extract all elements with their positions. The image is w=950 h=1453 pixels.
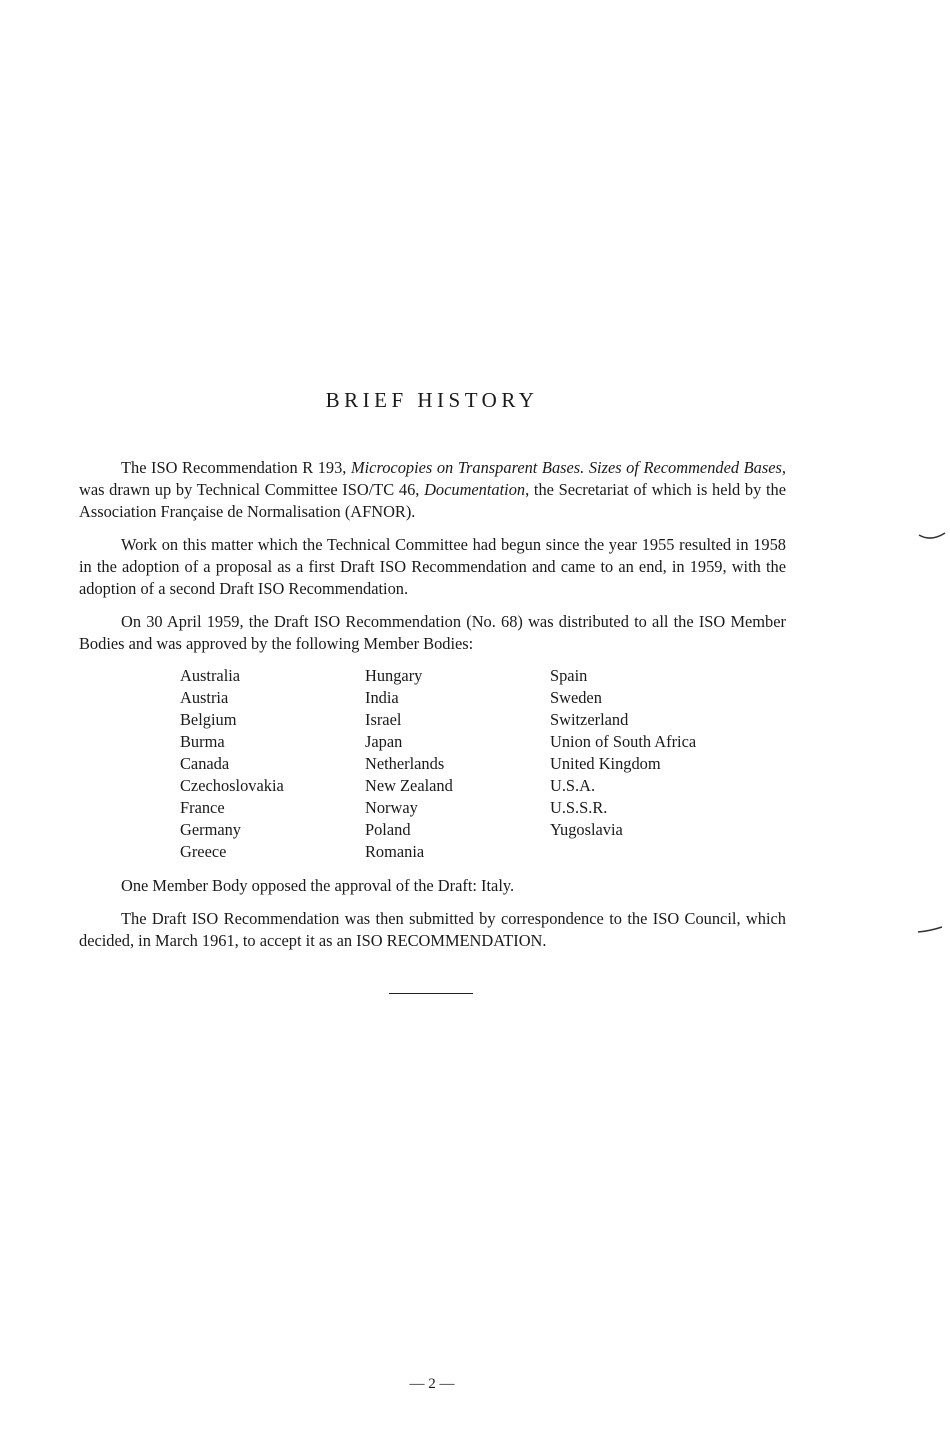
member-bodies-list	[180, 665, 780, 865]
member-body-item: Union of South Africa	[550, 732, 697, 751]
member-body-item: New Zealand	[365, 776, 453, 795]
member-body-item: Spain	[550, 666, 588, 685]
paragraph-council-decision: The Draft ISO Recommendation was then submitted by correspondence to the ISO Council, which decided, in March 1961, to accept it as an ISO RECOMMENDATION.	[79, 909, 786, 950]
member-body-item: Czechoslovakia	[180, 776, 284, 795]
member-body-item: Canada	[180, 754, 230, 773]
member-body-item: Australia	[180, 666, 241, 685]
paragraph-origin-text-2: , was drawn up by Technical Committee ISO/TC 46,	[79, 458, 786, 499]
member-bodies-column-2	[365, 665, 453, 863]
member-body-item: Switzerland	[550, 710, 629, 729]
paragraph-work-history: Work on this matter which the Technical Committee had begun since the year 1955 resulted in 1958 in the adoption of a proposal as a first Draft ISO Recommendation and came to an end, in 1959, with the adoption of a second Draft ISO Recommendation.	[79, 535, 786, 598]
member-body-item: U.S.A.	[550, 776, 596, 795]
member-body-item: Belgium	[180, 710, 237, 729]
page-number: — 2 —	[409, 1376, 455, 1392]
member-body-item: Israel	[365, 710, 402, 729]
member-body-item: Hungary	[365, 666, 423, 685]
member-body-item: Japan	[365, 732, 403, 751]
recommendation-title: Microcopies on Transparent Bases. Sizes of Recommended Bases	[350, 458, 782, 477]
paragraph-distribution: On 30 April 1959, the Draft ISO Recommendation (No. 68) was distributed to all the ISO Member Bodies and was approved by the following Member Bodies:	[79, 612, 786, 653]
member-body-item: Yugoslavia	[550, 820, 623, 839]
member-body-item: Austria	[180, 688, 229, 707]
margin-mark	[917, 530, 947, 542]
member-body-item: Germany	[180, 820, 241, 839]
member-body-item: Poland	[365, 820, 411, 839]
member-body-item: India	[365, 688, 399, 707]
member-bodies-column-1	[180, 665, 284, 863]
paragraph-origin-text-3: , the Secretariat of which is held by the Association Française de Normalisation (AFNOR).	[79, 480, 787, 521]
member-body-item: Burma	[180, 732, 225, 751]
member-body-item: Norway	[365, 798, 418, 817]
paragraph-origin	[79, 457, 786, 523]
member-body-item: Netherlands	[365, 754, 445, 773]
member-body-item: Greece	[180, 842, 227, 861]
page-title: BRIEF HISTORY	[325, 388, 539, 412]
member-body-item: United Kingdom	[550, 754, 661, 773]
paragraph-opposition: One Member Body opposed the approval of the Draft: Italy.	[121, 876, 515, 895]
member-body-item: Romania	[365, 842, 425, 861]
member-body-item: France	[180, 798, 225, 817]
member-bodies-column-3	[550, 665, 696, 841]
paragraph-origin-text-1: The ISO Recommendation R 193,	[121, 458, 351, 477]
margin-mark	[916, 923, 946, 935]
section-separator	[389, 993, 473, 994]
member-body-item: Sweden	[550, 688, 602, 707]
member-body-item: U.S.S.R.	[550, 798, 608, 817]
committee-name: Documentation	[424, 480, 526, 499]
